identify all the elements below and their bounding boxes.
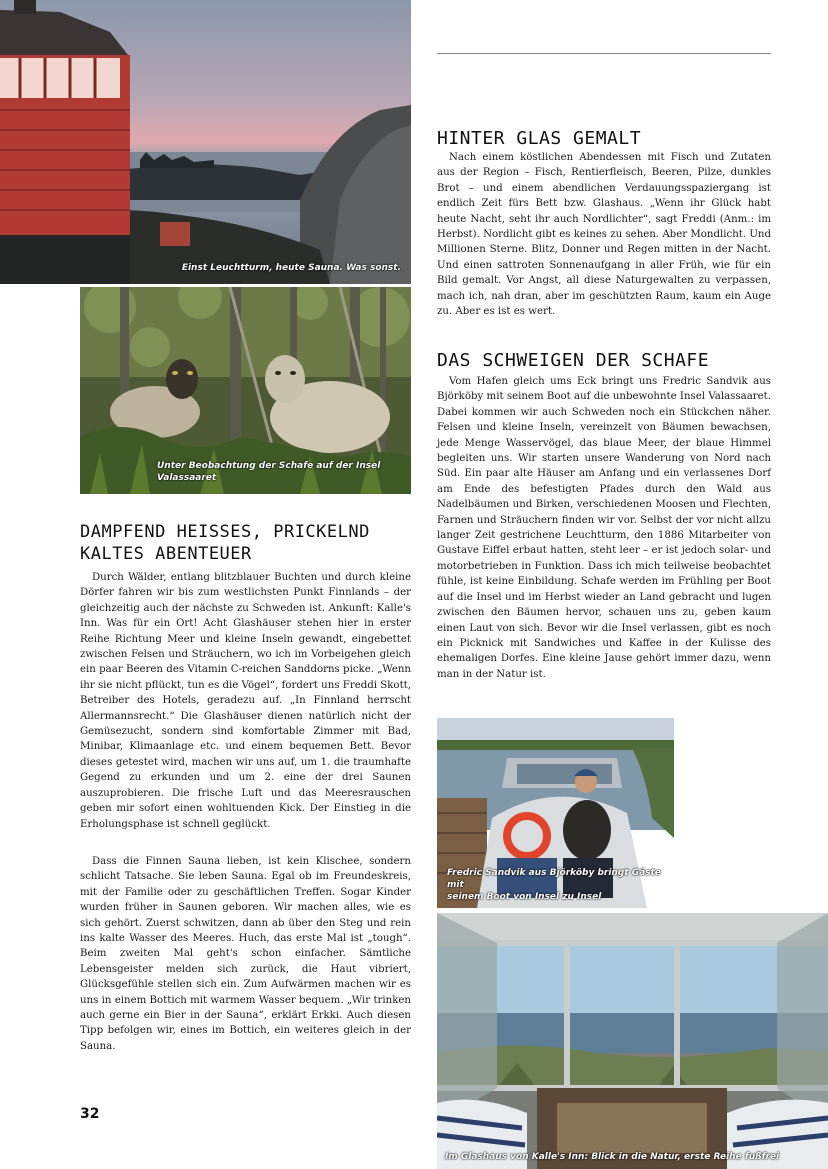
top-rule bbox=[437, 53, 771, 54]
sheep-photo bbox=[80, 287, 411, 494]
lighthouse-photo-caption: Einst Leuchtturm, heute Sauna. Was sonst. bbox=[181, 263, 401, 273]
boat-photo bbox=[437, 718, 674, 908]
section-heading-glass: HINTER GLAS GEMALT bbox=[437, 128, 642, 149]
glasshouse-photo bbox=[437, 913, 828, 1169]
sauna-heading-line1: DAMPFEND HEISSES, PRICKELND bbox=[80, 522, 370, 542]
sauna-heading-line2: KALTES ABENTEUER bbox=[80, 544, 252, 564]
sheep-paragraph: Vom Hafen gleich ums Eck bringt uns Fredric Sandvik aus Björköby mit seinem Boot auf die unbewohnte Insel Valassaaret. Dabei kommen wir auch Schweden noch ein Stückchen näher. Felsen und kleine Inseln, vereinzelt von Bäumen bewachsen, jede Menge Wasservögel, das blaue Meer, der blaue Himmel begleiten uns. Wir starten unsere Wanderung von Nord nach Süd. Ein paar alte Häuser am Anfang und ein verlassenes Dorf am Ende des befestigten Pfades durch den Wald aus Nadelbäumen und Birken, verschiedenen Moosen und Flechten, Farnen und Sträuchern finden wir vor. Selbst der vor nicht allzu langer Zeit gestrichene Leuchtturm, den 1886 Mitarbeiter von Gustave Eiffel erbaut hatten, steht leer – er ist jedoch solar- und motorbetrieben in Funktion. Dass ich mich teilweise beobachtet fühle, ist keine Einbildung. Schafe werden im Frühling per Boot auf die Insel und im Herbst wieder an Land gebracht und lugen zwischen den Bäumen hervor, schauen uns zu, geben kaum einen Laut von sich. Bevor wir die Insel verlassen, gibt es noch ein Picknick mit Sandwiches und Kaffee in der Kulisse des ehemaligen Dorfes. Eine kleine Jause gehört immer dazu, wenn man in der Natur ist. bbox=[437, 376, 771, 680]
sauna-paragraph-1: Durch Wälder, entlang blitzblauer Buchten und durch kleine Dörfer fahren wir bis zum westlichsten Punkt Finnlands – der gleichzeitig auch der nächste zu Schweden ist. Ankunft: Kalle's Inn. Was für ein Ort! Acht Glashäuser stehen hier in erster Reihe Richtung Meer und kleine Inseln gewandt, eingebettet zwischen Felsen und Sträuchern, wo ich im Vorbeigehen gleich ein paar Beeren des Vitamin C-reichen Sanddorns picke. „Wenn ihr sie nicht pflückt, tun es die Vögel“, fordert uns Freddi Skott, Betreiber des Hotels, geradezu auf. „In Finnland herrscht Allermannsrecht.“ Die Glashäuser dienen natürlich nicht der Gemüsezucht, sondern sind komfortable Zimmer mit Bad, Minibar, Klimaanlage etc. und einem bequemen Bett. Bevor dieses getestet wird, machen wir uns auf, um 1. die traumhafte Gegend zu erkunden und um 2. eine der drei Saunen auszuprobieren. Die frische Luft und das Meeresrauschen geben mir sofort einen wohltuenden Kick. Der Einstieg in die Erholungsphase ist schnell geglückt. bbox=[80, 572, 411, 830]
boat-photo-caption bbox=[447, 867, 674, 903]
sauna-paragraph-2: Dass die Finnen Sauna lieben, ist kein Klischee, sondern schlicht Tatsache. Sie leben Sauna. Egal ob im Freundeskreis, mit der Familie oder zu geschäftlichen Treffen. Sogar Kinder wurden früher in Saunen geboren. Wir machen alles, wie es sich gehört. Zuerst schwitzen, dann ab über den Steg und rein ins kalte Wasser des Meeres. Huch, das erste Mal ist „tough“. Beim zweiten Mal geht's schon einfacher. Sämtliche Lebensgeister melden sich zurück, die Haut vibriert, Glücksgefühle stellen sich ein. Zum Aufwärmen machen wir es uns in einem Bottich mit warmem Wasser bequem. „Wir trinken auch gerne ein Bier in der Sauna“, erklärt Erkki. Auch diesen Tipp befolgen wir, eines im Bottich, ein weiteres gleich in der Sauna. bbox=[80, 856, 411, 1052]
section-heading-sauna bbox=[80, 521, 410, 565]
glasshouse-photo-caption: Im Glashaus von Kalle's Inn: Blick in die Natur, erste Reihe fußfrei bbox=[445, 1152, 780, 1162]
sheep-photo-caption: Unter Beobachtung der Schafe auf der Insel Valassaaret bbox=[157, 461, 381, 483]
glass-paragraph: Nach einem köstlichen Abendessen mit Fisch und Zutaten aus der Region – Fisch, Rentierfleisch, Beeren, Pilze, dunkles Brot – und einem abendlichen Verdauungsspaziergang ist endlich Zeit fürs Bett bzw. Glashaus. „Wenn ihr Glück habt heute Nacht, seht ihr auch Nordlichter“, sagt Freddi (Anm.: im Herbst). Nordlicht gibt es keines zu sehen. Aber Mondlicht. Und Millionen Sterne. Blitz, Donner und Regen mitten in der Nacht. Und einen sattroten Sonnenaufgang in aller Früh, wie für ein Bild gemalt. Vor Angst, all diese Naturgewalten zu verpassen, mach ich, nah dran, aber im geschützten Raum, kaum ein Auge zu. Aber es ist es wert. bbox=[437, 152, 772, 318]
page-number: 32 bbox=[80, 1106, 100, 1122]
boat-caption-line2: seinem Boot von Insel zu Insel bbox=[447, 892, 602, 902]
lighthouse-sauna-photo bbox=[0, 0, 411, 284]
boat-caption-line1: Fredric Sandvik aus Björköby bringt Gäste mit bbox=[447, 868, 661, 890]
section-heading-sheep: DAS SCHWEIGEN DER SCHAFE bbox=[437, 350, 710, 371]
